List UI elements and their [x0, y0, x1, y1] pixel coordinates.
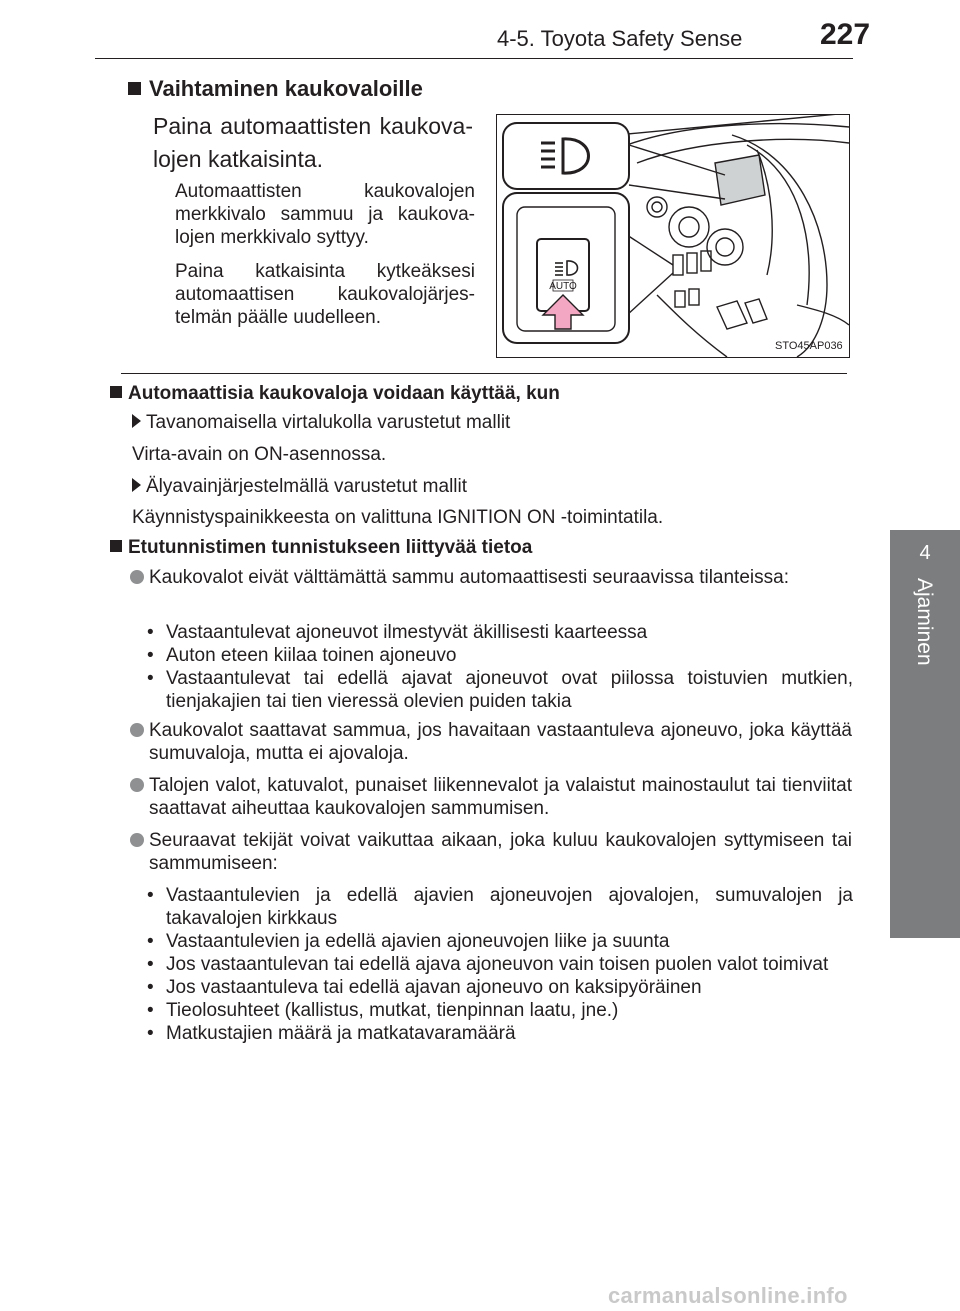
sensor-paragraph: [130, 566, 852, 589]
page-number: 227: [820, 18, 871, 51]
sensor-list-2: [147, 884, 853, 1045]
list-item: • Jos vastaantuleva tai edellä ajavan ajoneuvo on kaksipyöräinen: [147, 977, 702, 998]
list-item-text: Auton eteen kiilaa toinen ajoneuvo: [166, 645, 457, 666]
sensor-heading: [110, 537, 532, 559]
list-item-text: Vastaantulevien ja edellä ajavien ajoneuvojen ajovalojen, sumuvalojen ja takavalojen kirkkaus: [166, 885, 853, 929]
list-item-text: Vastaantulevien ja edellä ajavien ajoneuvojen liike ja suunta: [166, 931, 670, 952]
section-divider: [121, 373, 847, 374]
list-item-text: Vastaantulevat tai edellä ajavat ajoneuvot ovat piilossa toistuvien mutkien, tienjakajien tai tien vieressä olevien puiden takia: [166, 668, 853, 712]
sensor-paragraph: [130, 719, 852, 765]
main-instruction: Paina automaattisten kaukovalojen katkaisinta.: [153, 113, 473, 172]
square-bullet-icon: [110, 386, 122, 398]
sensor-paragraph-text: Seuraavat tekijät voivat vaikuttaa aikaan, joka kuluu kaukovalojen syttymiseen tai sammumiseen:: [149, 830, 852, 874]
circle-bullet-icon: [130, 778, 144, 792]
list-item-text: Vastaantulevat ajoneuvot ilmestyvät äkillisesti kaarteessa: [166, 622, 648, 643]
sensor-paragraph-text: Kaukovalot saattavat sammua, jos havaitaan vastaantuleva ajoneuvo, joka käyttää sumuvaloja, mutta ei ajovaloja.: [149, 720, 852, 764]
dashboard-illustration: [496, 114, 850, 358]
list-item: • Tieolosuhteet (kallistus, mutkat, tienpinnan laatu, jne.): [147, 1000, 619, 1021]
square-bullet-icon: [110, 540, 122, 552]
sensor-paragraph: [130, 829, 852, 875]
triangle-bullet-icon: [132, 478, 141, 492]
list-item: • Jos vastaantulevan tai edellä ajava ajoneuvon vain toisen puolen valot toimivat: [147, 954, 829, 975]
triangle-bullet-icon: [132, 414, 141, 428]
sensor-list-1: [147, 621, 853, 713]
section-title-text: Vaihtaminen kaukovaloille: [149, 76, 423, 101]
list-item: • Vastaantulevien ja edellä ajavien ajoneuvojen ajovalojen, sumuvalojen ja takavalojen kirkkaus: [147, 885, 853, 929]
list-item: • Auton eteen kiilaa toinen ajoneuvo: [147, 645, 457, 666]
circle-bullet-icon: [130, 833, 144, 847]
list-item-text: Jos vastaantulevan tai edellä ajava ajoneuvon vain toisen puolen valot toimivat: [166, 954, 829, 975]
sensor-heading-text: Etutunnistimen tunnistukseen liittyvää tietoa: [128, 537, 533, 558]
model-text: Älyavainjärjestelmällä varustetut mallit: [146, 476, 468, 497]
note-indicator: Automaattisten kaukovalojen merkkivalo sammuu ja kaukovalojen merkkivalo syttyy.: [175, 181, 475, 248]
list-item: • Vastaantulevat tai edellä ajavat ajoneuvot ovat piilossa toistuvien mutkien, tienjakajien tai tien vieressä olevien puiden takia: [147, 668, 853, 712]
header-section-title: 4-5. Toyota Safety Sense: [497, 26, 743, 51]
usage-heading: [110, 383, 560, 405]
chapter-label: Ajaminen: [913, 578, 936, 666]
square-bullet-icon: [128, 82, 141, 95]
list-item: • Matkustajien määrä ja matkatavaramäärä: [147, 1023, 516, 1044]
circle-bullet-icon: [130, 723, 144, 737]
note-reactivate: Paina katkaisinta kytkeäksesi automaattisen kaukovalojärjestelmän päälle uudelleen.: [175, 261, 475, 328]
figure-code: STO45AP036: [775, 340, 843, 352]
header-rule: [95, 58, 853, 59]
usage-heading-text: Automaattisia kaukovaloja voidaan käyttää, kun: [128, 383, 560, 404]
list-item-text: Jos vastaantuleva tai edellä ajavan ajoneuvo on kaksipyöräinen: [166, 977, 702, 998]
model-item: [132, 412, 510, 434]
model-text: Tavanomaisella virtalukolla varustetut mallit: [146, 412, 511, 433]
sensor-paragraph-text: Talojen valot, katuvalot, punaiset liikennevalot ja valaistut mainostaulut tai tienviitat saattavat aiheuttaa kaukovalojen sammumisen.: [149, 775, 852, 819]
sensor-paragraph-text: Kaukovalot eivät välttämättä sammu automaattisesti seuraavissa tilanteissa:: [149, 567, 789, 588]
chapter-number: 4: [919, 542, 931, 564]
list-item: • Vastaantulevat ajoneuvot ilmestyvät äkillisesti kaarteessa: [147, 622, 648, 643]
chapter-tab-number: [890, 530, 960, 578]
usage-text: Käynnistyspainikkeesta on valittuna IGNITION ON -toimintatila.: [132, 507, 664, 528]
list-item-text: Tieolosuhteet (kallistus, mutkat, tienpinnan laatu, jne.): [166, 1000, 619, 1021]
list-item: • Vastaantulevien ja edellä ajavien ajoneuvojen liike ja suunta: [147, 931, 670, 952]
model-item: [132, 476, 467, 498]
circle-bullet-icon: [130, 570, 144, 584]
auto-switch-label: AUTO: [549, 281, 577, 292]
dashboard-drawing: [497, 115, 849, 357]
sensor-paragraph: [130, 774, 852, 820]
watermark: carmanualsonline.info: [608, 1283, 848, 1308]
chapter-tab-label: [890, 578, 960, 938]
section-title: [128, 76, 423, 102]
usage-text: Virta-avain on ON-asennossa.: [132, 444, 387, 465]
list-item-text: Matkustajien määrä ja matkatavaramäärä: [166, 1023, 516, 1044]
